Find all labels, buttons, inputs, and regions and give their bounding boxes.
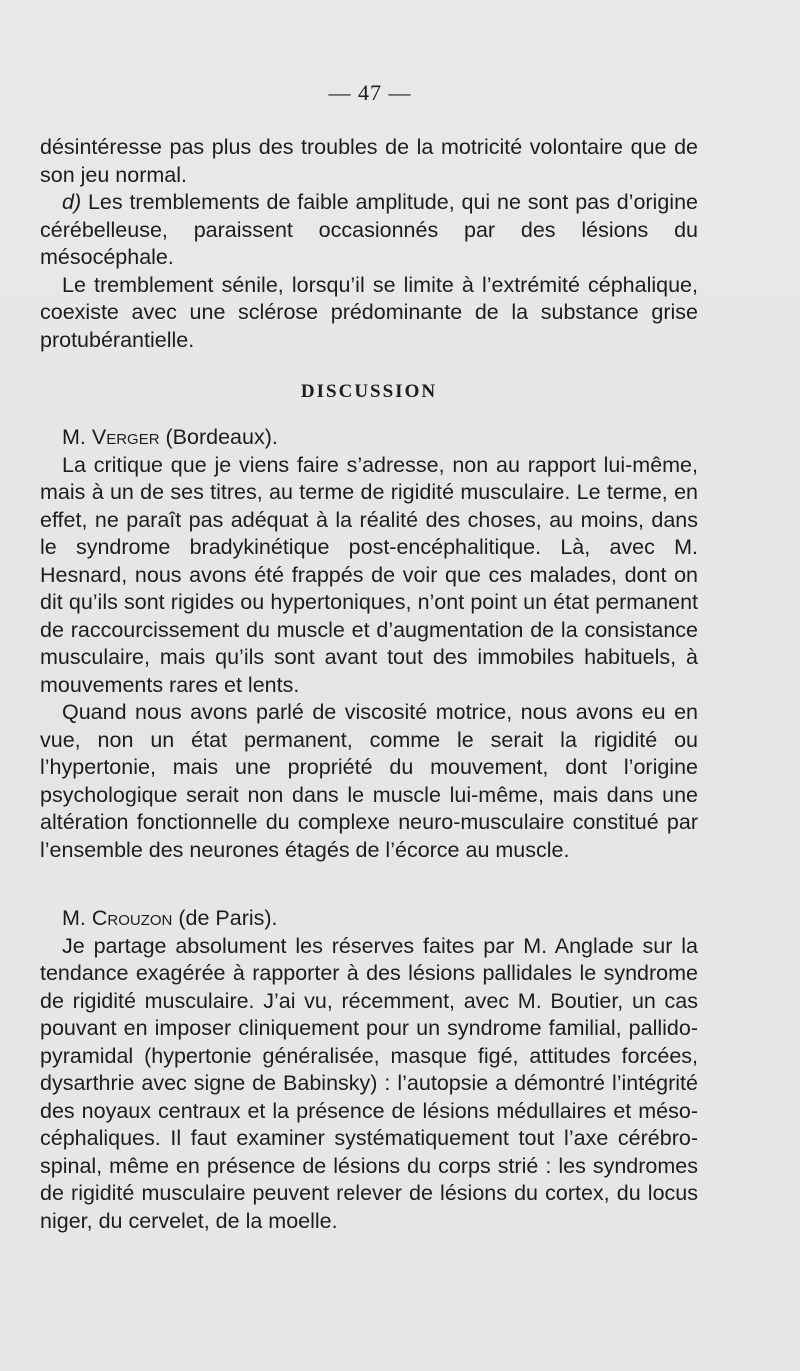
verger-paragraph-2: Quand nous avons parlé de viscosité motrice, nous avons eu en vue, non un état permanent, comme le serait la rigidité ou l’hypertonie, mais une propriété du mouvement, dont l’origine psychologique serait non dans le muscle lui-même, mais dans une altération fonctionnelle du complexe neuro-musculaire constitué par l’ensemble des neurones étagés de l’écorce au muscle. <box>40 700 698 862</box>
speaker-name: Crouzon <box>91 906 173 930</box>
speaker-title: M. <box>62 425 92 449</box>
verger-block <box>40 424 698 864</box>
item-d-paragraph <box>40 189 698 272</box>
speaker-origin: (Bordeaux). <box>159 425 278 449</box>
crouzon-block <box>40 905 698 1235</box>
verger-paragraph-1: La critique que je viens faire s’adresse, non au rapport lui-même, mais à un de ses titres, au terme de rigidité musculaire. Le terme, en effet, ne paraît pas adéquat à la réalité des choses, au moins, dans le syndrome bradykinétique post-encéphalitique. Là, avec M. Hesnard, nous avons été frappés de voir que ces malades, dont on dit qu’ils sont rigides ou hypertoniques, n’ont point un état permanent de raccourcissement du muscle et d’augmentation de la consistance musculaire, mais qu’ils sont avant tout des immobiles habituels, à mouvements rares et lents. <box>40 452 698 697</box>
senile-tremor-paragraph: Le tremblement sénile, lorsqu’il se limite à l’extrémité céphalique, coexiste avec une sclérose prédominante de la substance grise protubérantielle. <box>40 272 698 352</box>
speaker-name: Verger <box>91 425 160 449</box>
speaker-verger <box>40 424 698 452</box>
item-d-text: Les tremblements de faible amplitude, qui ne sont pas d’origine cérébelleuse, paraissent occasionnés par des lésions du mésocéphale. <box>40 190 698 269</box>
crouzon-paragraph: Je partage absolument les réserves faites par M. Anglade sur la tendance exagérée à rapporter à des lésions pallidales le syndrome de rigidité musculaire. J’ai vu, récemment, avec M. Boutier, un cas pouvant en imposer cliniquement pour un syndrome familial, pallido-pyramidal (hypertonie généralisée, masque figé, attitudes forcées, dysarthrie avec signe de Babinsky) : l’autopsie a démontré l’intégrité des noyaux centraux et la présence de lésions médullaires et méso-céphaliques. Il faut examiner systématiquement tout l’axe cérébro-spinal, même en présence de lésions du corps strié : les syndromes de rigidité musculaire peuvent relever de lésions du cortex, du locus niger, du cervelet, de la moelle. <box>40 933 698 1233</box>
page-number: — 47 — <box>328 80 412 105</box>
speaker-title: M. <box>62 906 92 930</box>
continued-paragraph: désintéresse pas plus des troubles de la motricité volontaire que de son jeu normal. <box>40 135 698 187</box>
intro-text-block <box>40 134 698 354</box>
item-d-label: d) <box>62 190 82 214</box>
speaker-crouzon <box>40 905 698 933</box>
speaker-origin: (de Paris). <box>172 906 278 930</box>
section-heading: DISCUSSION <box>300 381 438 402</box>
